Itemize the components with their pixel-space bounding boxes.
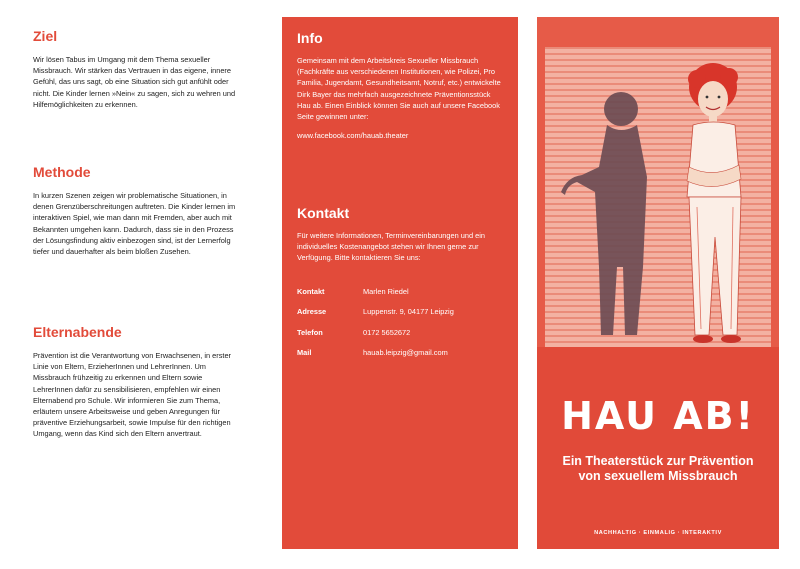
text-kontakt: Für weitere Informationen, Terminvereinbarungen und ein individuelles Kostenangebot stehen wir Ihnen gerne zur Verfügung. Bitte kontaktieren Sie uns: xyxy=(297,231,486,263)
text-ziel: Wir lösen Tabus im Umgang mit dem Thema sexueller Missbrauch. Wir stärken das Vertrauen in das eigene, innere Gefühl, das uns sagt, ob eine Situation sich gut anfühlt oder nicht. Die Kinder lernen »Nein« zu sagen, sich zu wehren und Hilfemöglichkeiten zu erkennen. xyxy=(33,55,236,109)
contact-key: Kontakt xyxy=(297,287,325,296)
cover-panel xyxy=(537,17,779,549)
mail-key: Mail xyxy=(297,348,312,357)
address-value: Luppenstr. 9, 04177 Leipzig xyxy=(363,307,454,316)
mail-value[interactable]: hauab.leipzig@gmail.com xyxy=(363,348,448,357)
address-key: Adresse xyxy=(297,307,327,316)
cover-tagline: NACHHALTIG · EINMALIG · INTERAKTIV xyxy=(594,530,722,536)
heading-kontakt: Kontakt xyxy=(297,205,350,221)
heading-info: Info xyxy=(297,30,323,46)
heading-methode: Methode xyxy=(33,164,91,180)
section-elternabende xyxy=(33,324,243,440)
info-panel xyxy=(282,17,518,549)
girl-shadow-illustration xyxy=(537,17,779,379)
text-methode: In kurzen Szenen zeigen wir problematische Situationen, in denen Grenzüberschreitungen auftreten. Die Kinder lernen im interaktiven Spiel, wie man dann mit Fremden, aber auch mit Bekannten umgehen kann. Dadurch, dass sie in den Prozess der Lösungsfindung aktiv einbezogen sind, ist der Lernerfolg tiefer und dauerhafter als beim bloßen Zusehen. xyxy=(33,191,236,257)
heading-ziel: Ziel xyxy=(33,28,58,44)
cover-title: HAU AB! xyxy=(561,394,755,438)
section-methode xyxy=(33,164,243,257)
phone-key: Telefon xyxy=(297,328,323,337)
facebook-link[interactable]: www.facebook.com/hauab.theater xyxy=(297,131,409,141)
cover-subtitle: Ein Theaterstück zur Prävention von sexuellem Missbrauch xyxy=(562,454,754,483)
heading-elternabende: Elternabende xyxy=(33,324,122,340)
phone-value[interactable]: 0172 5652672 xyxy=(363,328,411,337)
contact-value: Marlen Riedel xyxy=(363,287,409,296)
section-kontakt xyxy=(297,205,506,264)
text-info: Gemeinsam mit dem Arbeitskreis Sexueller Missbrauch (Fachkräfte aus verschiedenen Institutionen, wie Polizei, Pro Familia, Jugendamt, Gesundheitsamt, Notruf, etc.) entwickelte Dirk Bayer das mehrfach ausgezeichnete Präventionsstück Hau ab. Einen Einblick können Sie auch auf unsere Facebook Seite gewinnen unter: xyxy=(297,56,501,122)
text-elternabende: Prävention ist die Verantwortung von Erwachsenen, in erster Linie von Eltern, ErzieherInnen und LehrerInnen. Um Missbrauch frühzeitig zu erkennen und Eltern sowie LehrerInnen dafür zu sensibilisieren, empfehlen wir einen Elternabend pro Schule. Wir informieren Sie zum Thema, erläutern unsere Arbeitsweise und geben Anregungen für präventive Erziehungsarbeit, sowie Impulse für den richtigen Umgang, wenn das Kind sich den Eltern anvertraut. xyxy=(33,351,232,439)
section-ziel xyxy=(33,28,243,110)
section-info xyxy=(297,30,506,141)
